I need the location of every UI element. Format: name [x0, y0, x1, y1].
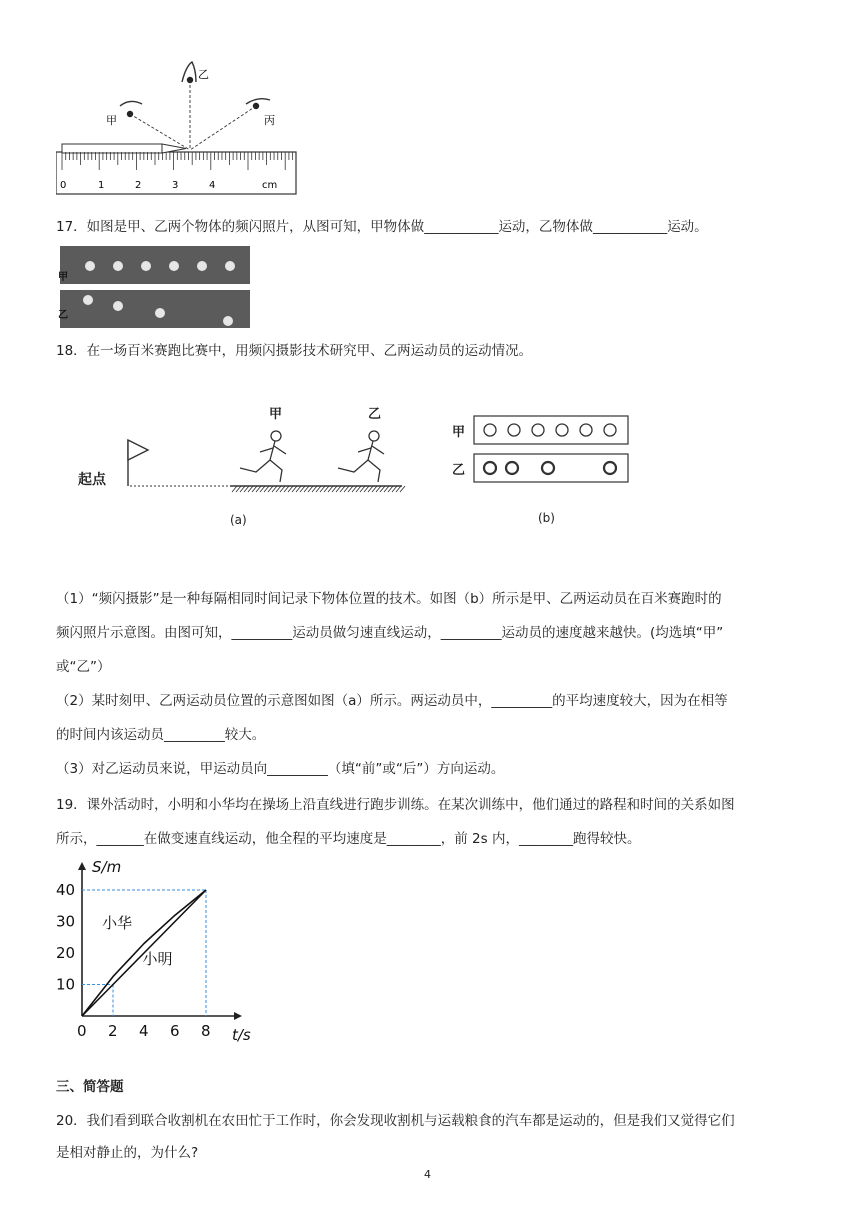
strobe-circle — [604, 424, 616, 436]
strobe-ball — [83, 295, 93, 305]
observer-eye-icon — [182, 62, 196, 83]
page-number: 4 — [424, 1168, 431, 1181]
question-18-part3 — [56, 752, 812, 786]
section-title — [56, 1070, 812, 1104]
y-tick-label: 10 — [56, 975, 76, 994]
strobe-ball — [169, 261, 179, 271]
strobe-ball — [85, 261, 95, 271]
strobe-circle — [580, 424, 592, 436]
strobe-ball — [155, 308, 165, 318]
strobe-circle — [508, 424, 520, 436]
row-label: 甲 — [58, 272, 68, 283]
question-text: 运动。 — [667, 219, 708, 235]
question-text: 运动，乙物体做 — [498, 219, 593, 235]
y-tick-label: 20 — [56, 944, 76, 962]
figure-caption: (b) — [538, 511, 555, 525]
question-18-intro — [56, 334, 812, 368]
question-19-line1 — [56, 788, 812, 822]
strobe-ball — [223, 316, 233, 326]
strobe-ball — [113, 261, 123, 271]
strobe-ball — [113, 301, 123, 311]
row-label: 乙 — [452, 463, 466, 478]
question-text: 是相对静止的，为什么? — [56, 1145, 199, 1161]
question-text: 的时间内该运动员_________较大。 — [56, 727, 266, 743]
figure-caption: (a) — [230, 513, 247, 527]
series-label: 小明 — [142, 950, 173, 969]
question-text: （2）某时刻甲、乙两运动员位置的示意图如图（a）所示。两运动员中，_________的平均速度较大，因为在相等 — [56, 693, 728, 709]
row-label: 甲 — [452, 425, 466, 440]
ruler-tick-label: 1 — [98, 180, 105, 191]
question-text: 17．如图是甲、乙两个物体的频闪照片，从图可知，甲物体做 — [56, 219, 425, 235]
observer-label: 丙 — [264, 114, 275, 127]
question-text: （1）“频闪摄影”是一种每隔相同时间记录下物体位置的技术。如图（b）所示是甲、乙两运动员在百米赛跑时的 — [56, 591, 722, 607]
question-text: 19．课外活动时，小明和小华均在操场上沿直线进行跑步训练。在某次训练中，他们通过的路程和时间的关系如图 — [56, 797, 735, 813]
x-axis-arrow-icon — [234, 1012, 242, 1020]
strobe-circle — [506, 462, 518, 474]
strobe-circle — [556, 424, 568, 436]
y-tick-label: 30 — [56, 912, 76, 931]
runner-label: 乙 — [368, 407, 382, 422]
question-18-part1-line3 — [56, 650, 812, 684]
strobe-ball — [141, 261, 151, 271]
x-tick-label: 6 — [170, 1022, 180, 1040]
question-17 — [56, 210, 812, 244]
observer-eye-icon — [246, 99, 270, 110]
x-tick-label: 2 — [108, 1022, 118, 1040]
observer-label: 甲 — [106, 114, 117, 127]
answer-blank[interactable]: ___________ — [592, 219, 668, 235]
x-tick-label: 4 — [139, 1022, 149, 1040]
y-tick-label: 40 — [56, 881, 76, 899]
ruler-tick-label: 0 — [60, 180, 67, 191]
question-19-line2 — [56, 822, 812, 856]
question-text: （3）对乙运动员来说，甲运动员向_________（填“前”或“后”）方向运动。 — [56, 761, 505, 777]
runner-icon — [338, 431, 384, 482]
x-tick-label: 8 — [201, 1022, 211, 1040]
ruler-tick-label: 2 — [135, 180, 142, 191]
question-text: 18．在一场百米赛跑比赛中，用频闪摄影技术研究甲、乙两运动员的运动情况。 — [56, 343, 533, 359]
start-label: 起点 — [78, 472, 106, 488]
ruler-unit-label: cm — [262, 180, 278, 191]
answer-blank[interactable]: ___________ — [424, 219, 499, 235]
ruler-tick-label: 4 — [209, 180, 216, 191]
section-heading: 三、简答题 — [56, 1079, 124, 1095]
y-axis-label: S/m — [92, 858, 122, 876]
ruler-tick-label: 3 — [172, 180, 179, 191]
x-axis-label: t/s — [232, 1026, 251, 1044]
strobe-circle — [484, 462, 496, 474]
strobe-circle — [542, 462, 554, 474]
strobe-ball — [225, 261, 235, 271]
question-text: 或“乙”） — [56, 659, 111, 675]
x-tick-label: 0 — [77, 1022, 87, 1040]
distance-time-chart — [52, 858, 262, 1058]
question-20-line2 — [56, 1136, 812, 1170]
strobe-photo-figure — [56, 246, 256, 330]
question-18-part1-line1 — [56, 582, 812, 616]
question-18-part2-line2 — [56, 718, 812, 752]
question-text: 频闪照片示意图。由图可知，_________运动员做匀速直线运动，_________运动员的速度越来越快。(均选填“甲” — [56, 625, 724, 641]
row-label: 乙 — [58, 310, 68, 321]
question-text: 20．我们看到联合收割机在农田忙于工作时，你会发现收割机与运载粮食的汽车都是运动的，但是我们又觉得它们 — [56, 1113, 735, 1129]
strobe-ball — [197, 261, 207, 271]
series-label: 小华 — [102, 913, 133, 932]
question-20-line1 — [56, 1104, 812, 1138]
question-text: 所示，_______在做变速直线运动，他全程的平均速度是________，前 2s 内，________跑得较快。 — [56, 831, 641, 847]
strobe-circle — [604, 462, 616, 474]
race-figure-b — [450, 412, 640, 532]
runner-icon — [240, 431, 286, 482]
y-axis-arrow-icon — [78, 862, 86, 870]
observer-label: 乙 — [198, 68, 209, 81]
runner-label: 甲 — [269, 407, 283, 422]
strobe-circle — [532, 424, 544, 436]
question-18-part2-line1 — [56, 684, 812, 718]
ruler-figure — [56, 58, 306, 198]
strobe-circle — [484, 424, 496, 436]
question-18-part1-line2 — [56, 616, 812, 650]
race-figure-a — [70, 400, 420, 530]
